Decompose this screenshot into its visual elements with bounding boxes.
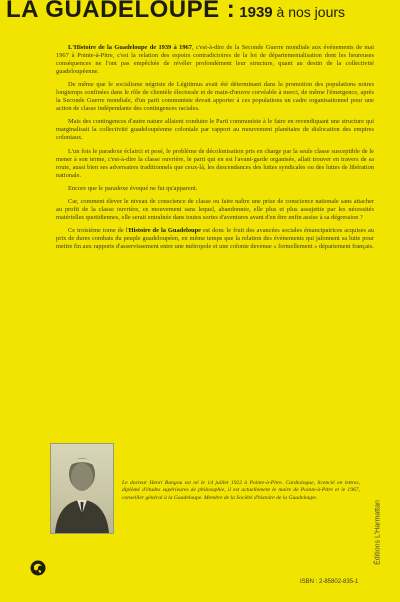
publisher-vertical <box>372 485 384 585</box>
paragraph-4-text: L'un fois le paradoxe éclairci et posé, le problème de décolonisation pris en charge par la seule classe susceptible de le mener à son terme, c'est-à-dire la classe ouvrière, le parti qui en est l'avant-garde organisée, allait trouver en travers de sa route, aussi bien ses adversaires traditionnels que ceux-là, les descendances des luttes syndicales ou des luttes de libération nationale. <box>56 147 374 179</box>
paragraph-1-lead: L'Histoire de la Guadeloupe de 1939 à 1967 <box>68 44 192 51</box>
publisher-logo-icon <box>30 560 46 576</box>
paragraph-1 <box>56 44 374 76</box>
author-bio-text: Le docteur Henri Bangou est né le 14 juillet 1922 à Pointe-à-Pitre. Cardiologue, licencié en lettres, diplômé d'études supérieures de philosophie, il est actuellement le maire de Pointe-à-Pitre et le 1967, conseiller général à la Guadeloupe. Membre de la Société d'histoire de la Guadeloupe. <box>122 480 360 501</box>
blurb-text <box>56 44 374 256</box>
paragraph-4 <box>56 148 374 180</box>
paragraph-1-text: , c'est-à-dire de la Seconde Guerre mondiale aux événements de mai 1967 à Pointe-à-Pitre, c'est la relation des espoirs contradictoires de la loi de départementalisation dont les heureuses conséquences ne l'ont pas empêchée de révéler profondément leur structure, quant au destin de la collectivité guadeloupéenne. <box>56 44 374 76</box>
title-rest: à nos jours <box>272 4 346 20</box>
paragraph-3 <box>56 118 374 142</box>
paragraph-7 <box>56 227 374 251</box>
paragraph-3-text: Mais des contingences d'autre nature allaient conduire le Parti communiste à le faire en revendiquant une structure qui marginalisait la collectivité guadeloupéenne coloniale par rapport au mouvement planétaire de dislocation des empires coloniaux. <box>56 118 374 142</box>
cover-title <box>6 0 345 24</box>
publisher-name: Éditions L'Harmattan <box>374 500 382 565</box>
paragraph-5 <box>56 185 374 193</box>
isbn: ISBN : 2-85802-835-1 <box>300 579 359 585</box>
title-years: 1939 <box>239 4 273 21</box>
author-bio <box>122 480 360 502</box>
author-portrait <box>50 443 114 534</box>
paragraph-6-text: Car, comment élever le niveau de conscience de classe ou faire naître une prise de conscience nationale sans attacher au profit de la classe ouvrière, ce mouvement sans lequel, abandonnée, elle plus et plus assujettie par les nécessités matérielles quotidiennes, elle serait entraînée dans toutes sortes d'aventures avant d'en être enfin assise à sa dégression ? <box>56 197 374 221</box>
paragraph-2 <box>56 81 374 113</box>
paragraph-7-lead: Histoire de la Guadeloupe <box>128 226 201 234</box>
paragraph-5-text: Encore que le paradoxe évoqué ne fut qu'apparent. <box>68 184 198 192</box>
title-main: LA GUADELOUPE : <box>6 0 236 23</box>
paragraph-6 <box>56 198 374 222</box>
paragraph-7-pre: Ce troisième tome de l' <box>68 226 129 234</box>
paragraph-2-text: De même que le socialisme négriste de Légitimus avait été déterminant dans la promotion des populations noires longtemps confinées dans le rôle de clientèle électorale et de main-d'œuvre corvéable à merci, de même l'émergence, après la Seconde Guerre mondiale, d'un parti communiste devait apporter à ces populations un cadre organisationnel pour une action de classe indépendante des contingences raciales. <box>56 81 374 113</box>
paragraph-7-text: est donc le fruit des avancées sociales émancipatrices acquises au prix de dures combats du peuple guadeloupéen, en même temps que la relation des événements qui jalonnent sa lutte pour mettre fin aux rapports d'asservissement entre une métropole et une colonie devenue « formellement » département français. <box>56 226 374 250</box>
